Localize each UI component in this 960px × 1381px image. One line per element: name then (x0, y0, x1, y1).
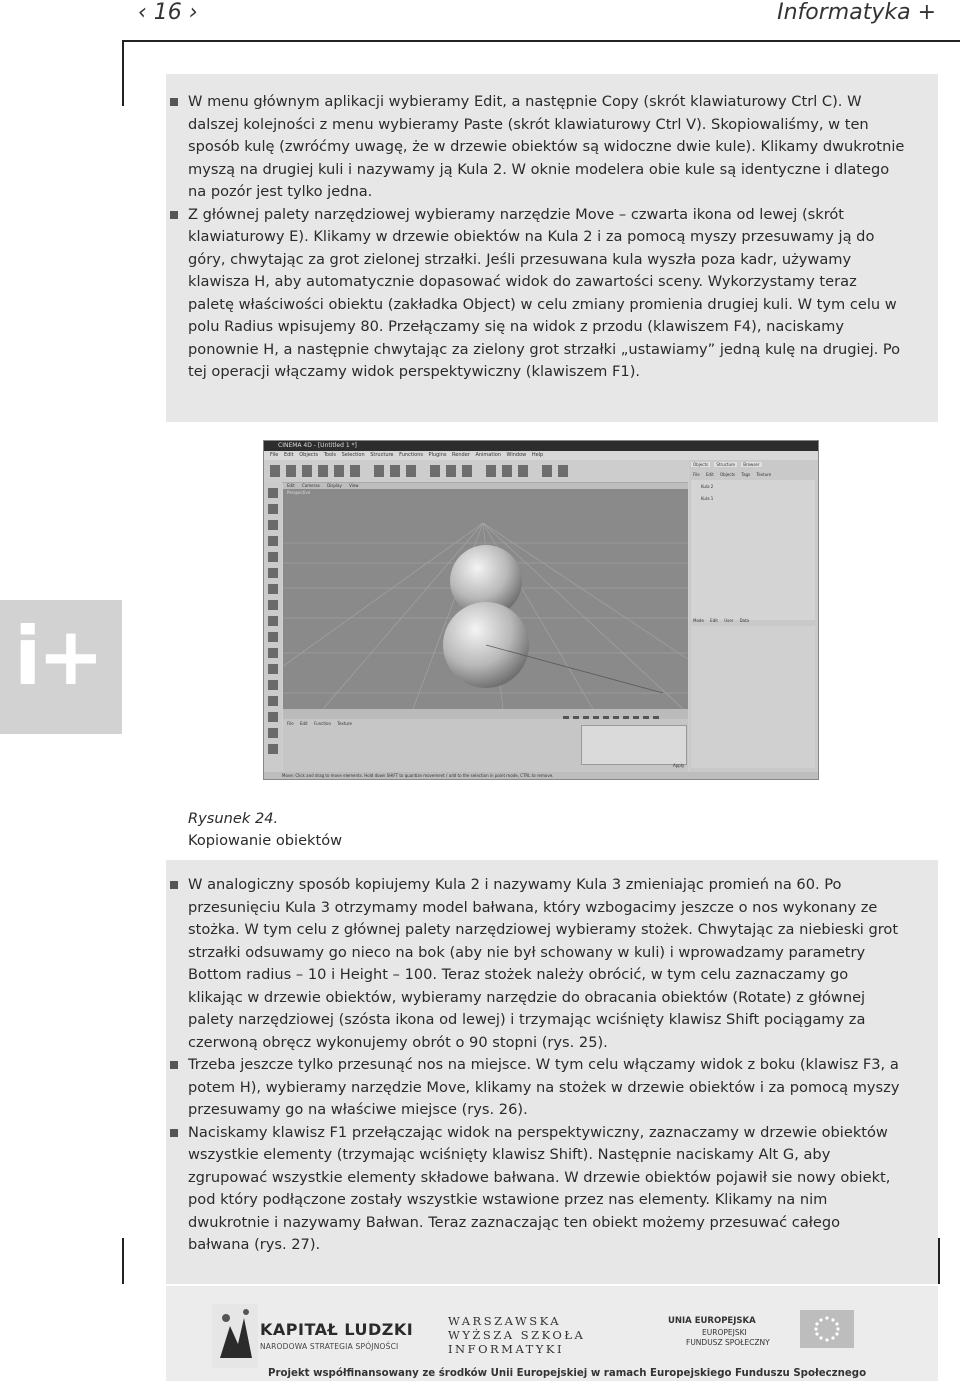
tab-structure[interactable]: Structure (716, 462, 736, 467)
list-item-text: Z głównej palety narzędziowej wybieramy narzędzie Move – czwarta ikona od lewej (skrót klawiaturowy E). Klikamy w drzewie obiektów na Kula 2 i za pomocą myszy przesuwamy ją do góry, chwytając za grot zielonej strzałki. Jeśli przesuwana kula wyszła poza kadr, używamy klawisza H, aby automatycznie dopasować widok do zawartości sceny. Wykorzystamy teraz paletę właściwości obiektu (zakładka Object) w celu zmiany promienia drugiej kuli. W tym celu w polu Radius wpisujemy 80. Przełączamy się na widok z przodu (klawiszem F4), naciskamy ponownie H, a następnie chwytając za zielony grot strzałki „ustawiamy” jedną kulę na drugiej. Po tej operacji włączamy widok perspektywiczny (klawiszem F1). (188, 205, 901, 380)
left-tool-palette (264, 482, 282, 772)
list-item (166, 1122, 906, 1257)
eu-flag-icon (800, 1310, 854, 1348)
object-manager-panel (689, 460, 818, 772)
frame-line-left-bottom (122, 1238, 124, 1284)
magazine-title: Informatyka + (777, 0, 936, 25)
apply-button[interactable]: Apply (673, 763, 685, 768)
bullet-square-icon (170, 881, 178, 889)
side-section-tab (0, 600, 122, 734)
left-tool-icons (264, 482, 282, 772)
timeline-bar[interactable] (283, 709, 688, 719)
list-item-text: Naciskamy klawisz F1 przełączając widok na perspektywiczny, zaznaczamy w drzewie obiektów wszystkie elementy (trzymając wciśnięty klawisz Shift). Następnie naciskamy Alt G, aby zgrupować wszystkie elementy składowe bałwana. W drzewie obiektów pojawił sie nowy obiekt, pod który podłączone zostały wszystkie wstawione przez nas elementy. Klikamy na nim dwukrotnie i nazywamy Bałwan. Teraz zaznaczając ten obiekt możemy przesuwać całego bałwana (rys. 27). (188, 1123, 891, 1253)
perspective-viewport[interactable] (283, 483, 688, 709)
list-item (166, 91, 906, 204)
tab-objects[interactable]: Objects (693, 462, 709, 467)
wws-line-1: WARSZAWSKA (448, 1314, 562, 1328)
object-tree (691, 480, 815, 620)
main-toolbar (264, 460, 688, 483)
bullet-square-icon (170, 211, 178, 219)
wws-logo (448, 1314, 638, 1364)
bullet-square-icon (170, 1129, 178, 1137)
list-item (166, 1054, 906, 1122)
status-bar: Move: Click and drag to move elements. Hold down SHIFT to quantize movement / add to the selection in point mode, CTRL to remove. (264, 772, 818, 779)
tree-item-kula-2[interactable]: Kula 2 (701, 484, 714, 489)
viewport-scene (283, 483, 688, 709)
kapital-ludzki-subtitle: NARODOWA STRATEGIA SPÓJNOŚCI (260, 1342, 399, 1351)
cinema4d-screenshot (263, 440, 819, 780)
figure-caption (188, 808, 342, 852)
bottom-panel-menu: File Edit Function Texture (287, 721, 352, 726)
eu-line-3: FUNDUSZ SPOŁECZNY (686, 1338, 770, 1347)
list-item-text: W analogiczny sposób kopiujemy Kula 2 i nazywamy Kula 3 zmieniając promień na 60. Po przesunięciu Kula 3 otrzymamy model bałwana, który wzbogacimy jeszcze o nos wykonany ze stożka. W tym celu z głównej palety narzędziowej wybieramy stożek. Chwytając za niebieski grot strzałki odsuwamy go nieco na bok (aby nie był schowany w kuli) i wprowadzamy parametry Bottom radius – 10 i Height – 100. Teraz stożek należy obrócić, w tym celu zaznaczamy go klikając w drzewie obiektów, wybieramy narzędzie do obracania obiektów (Rotate) z głównej palety narzędziowej (szósta ikona od lewej) i trzymając wciśnięty klawisz Shift pociągamy za czerwoną obręcz wykonujemy obrót o 90 stopni (rys. 25). (188, 876, 899, 1051)
frame-line-top (122, 40, 960, 42)
figure-label: Rysunek 24. (188, 810, 279, 827)
wws-line-2: WYŻSZA SZKOŁA (448, 1328, 586, 1342)
list-item (166, 204, 906, 384)
instruction-list-2 (166, 874, 906, 1257)
eu-logo (668, 1310, 918, 1360)
kapital-ludzki-logo (212, 1304, 442, 1376)
funding-statement: Projekt współfinansowany ze środków Unii Europejskiej w ramach Europejskiego Funduszu Społecznego (268, 1368, 867, 1379)
coord-fields (581, 725, 687, 765)
app-menu-bar: File Edit Objects Tools Selection Structure Functions Plugins Render Animation Window Help (264, 451, 818, 460)
side-tab-label: i+ (14, 610, 101, 703)
figure-title: Kopiowanie obiektów (188, 832, 343, 849)
tree-item-kula-1[interactable]: Kula 1 (701, 496, 714, 501)
eu-line-2: EUROPEJSKI (702, 1328, 747, 1337)
page-number: ‹ 16 › (138, 0, 198, 25)
panel-tabs (691, 462, 762, 467)
eu-stars (800, 1310, 854, 1348)
list-item-text: Trzeba jeszcze tylko przesunąć nos na miejsce. W tym celu włączamy widok z boku (klawisz F3, a potem H), wybieramy narzędzie Move, klikamy na stożek w drzewie obiektów i za pomocą myszy przesuwamy go na właściwe miejsce (rys. 26). (188, 1056, 900, 1118)
viewport-label: Perspective (287, 490, 311, 495)
panel-menu: File Edit Objects Tags Texture (693, 472, 772, 477)
material-coord-panel (283, 719, 688, 772)
window-title-bar: CINEMA 4D - [Untitled 1 *] (264, 441, 818, 451)
list-item-text: W menu głównym aplikacji wybieramy Edit, a następnie Copy (skrót klawiaturowy Ctrl C). W dalszej kolejności z menu wybieramy Paste (skrót klawiaturowy Ctrl V). Skopiowaliśmy, w ten sposób kulę (zwróćmy uwagę, że w drzewie obiektów są widoczne dwie kule). Klikamy dwukrotnie myszą na drugiej kuli i nazywamy ją Kula 2. W oknie modelera obie kule są identyczne i dlatego na pozór jest tylko jedna. (188, 93, 905, 200)
eu-title: UNIA EUROPEJSKA (668, 1316, 756, 1326)
attributes-area (691, 626, 815, 768)
wws-line-3: INFORMATYKI (448, 1342, 565, 1356)
toolbar-icons (264, 460, 688, 482)
instruction-list-1 (166, 91, 906, 384)
kapital-ludzki-emblem-icon (212, 1304, 258, 1368)
bullet-square-icon (170, 98, 178, 106)
tab-browser[interactable]: Browser (743, 462, 760, 467)
bullet-square-icon (170, 1061, 178, 1069)
viewport-menu: Edit Cameras Display View (283, 483, 688, 489)
frame-line-left-top (122, 40, 124, 106)
kapital-ludzki-title: KAPITAŁ LUDZKI (260, 1320, 414, 1339)
attributes-menu: Mode Edit User Data (693, 618, 750, 623)
frame-line-right-bottom (938, 1238, 940, 1284)
list-item (166, 874, 906, 1054)
